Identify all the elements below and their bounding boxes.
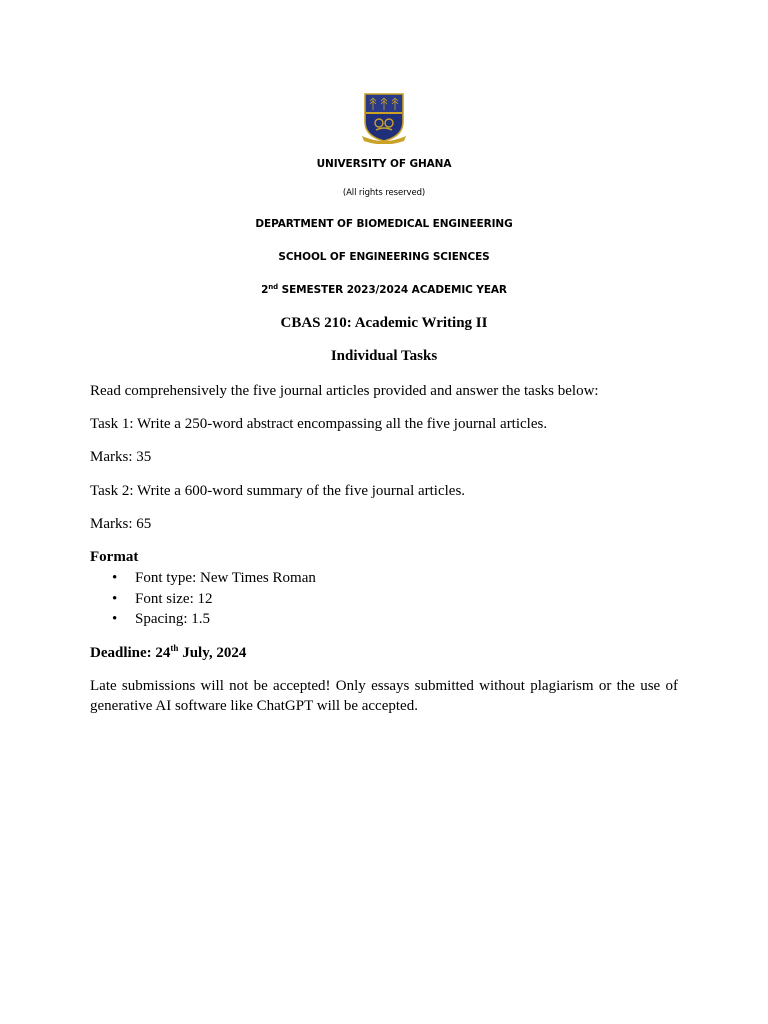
format-item-text: Spacing: 1.5 — [135, 611, 210, 627]
list-item — [90, 609, 590, 630]
intro-paragraph: Read comprehensively the five journal articles provided and answer the tasks below: — [90, 383, 599, 399]
task-1: Task 1: Write a 250-word abstract encompassing all the five journal articles. — [90, 416, 548, 432]
course-subtitle: Individual Tasks — [330, 348, 438, 364]
deadline-suffix: th — [170, 643, 179, 653]
semester-line — [0, 284, 768, 296]
task-2-marks: Marks: 65 — [90, 516, 152, 532]
university-crest-icon — [362, 92, 406, 144]
rights-notice: (All rights reserved) — [342, 188, 426, 198]
semester-number: 2 — [261, 284, 269, 296]
deadline-date: July, 2024 — [178, 645, 247, 661]
format-list — [90, 568, 590, 630]
task-2: Task 2: Write a 600-word summary of the five journal articles. — [90, 483, 466, 499]
format-heading: Format — [90, 549, 139, 565]
format-item-text: Font type: New Times Roman — [135, 570, 316, 586]
deadline-prefix: Deadline: 24 — [90, 645, 171, 661]
bullet-icon: • — [112, 611, 118, 627]
semester-suffix: nd — [268, 283, 279, 291]
semester-text: SEMESTER 2023/2024 ACADEMIC YEAR — [278, 284, 507, 296]
department-name: DEPARTMENT OF BIOMEDICAL ENGINEERING — [255, 218, 513, 230]
format-item-text: Font size: 12 — [135, 590, 213, 607]
bullet-icon: • — [112, 570, 118, 586]
list-item — [90, 589, 590, 610]
university-name: UNIVERSITY OF GHANA — [316, 158, 452, 170]
list-item — [90, 568, 590, 589]
deadline — [90, 643, 678, 663]
notice-paragraph: Late submissions will not be accepted! Only essays submitted without plagiarism or the use of generative AI software like ChatGPT will be accepted. — [90, 678, 678, 714]
course-title: CBAS 210: Academic Writing II — [280, 315, 488, 331]
bullet-icon: • — [112, 590, 118, 607]
task-1-marks: Marks: 35 — [90, 449, 152, 465]
school-name: SCHOOL OF ENGINEERING SCIENCES — [278, 251, 490, 263]
